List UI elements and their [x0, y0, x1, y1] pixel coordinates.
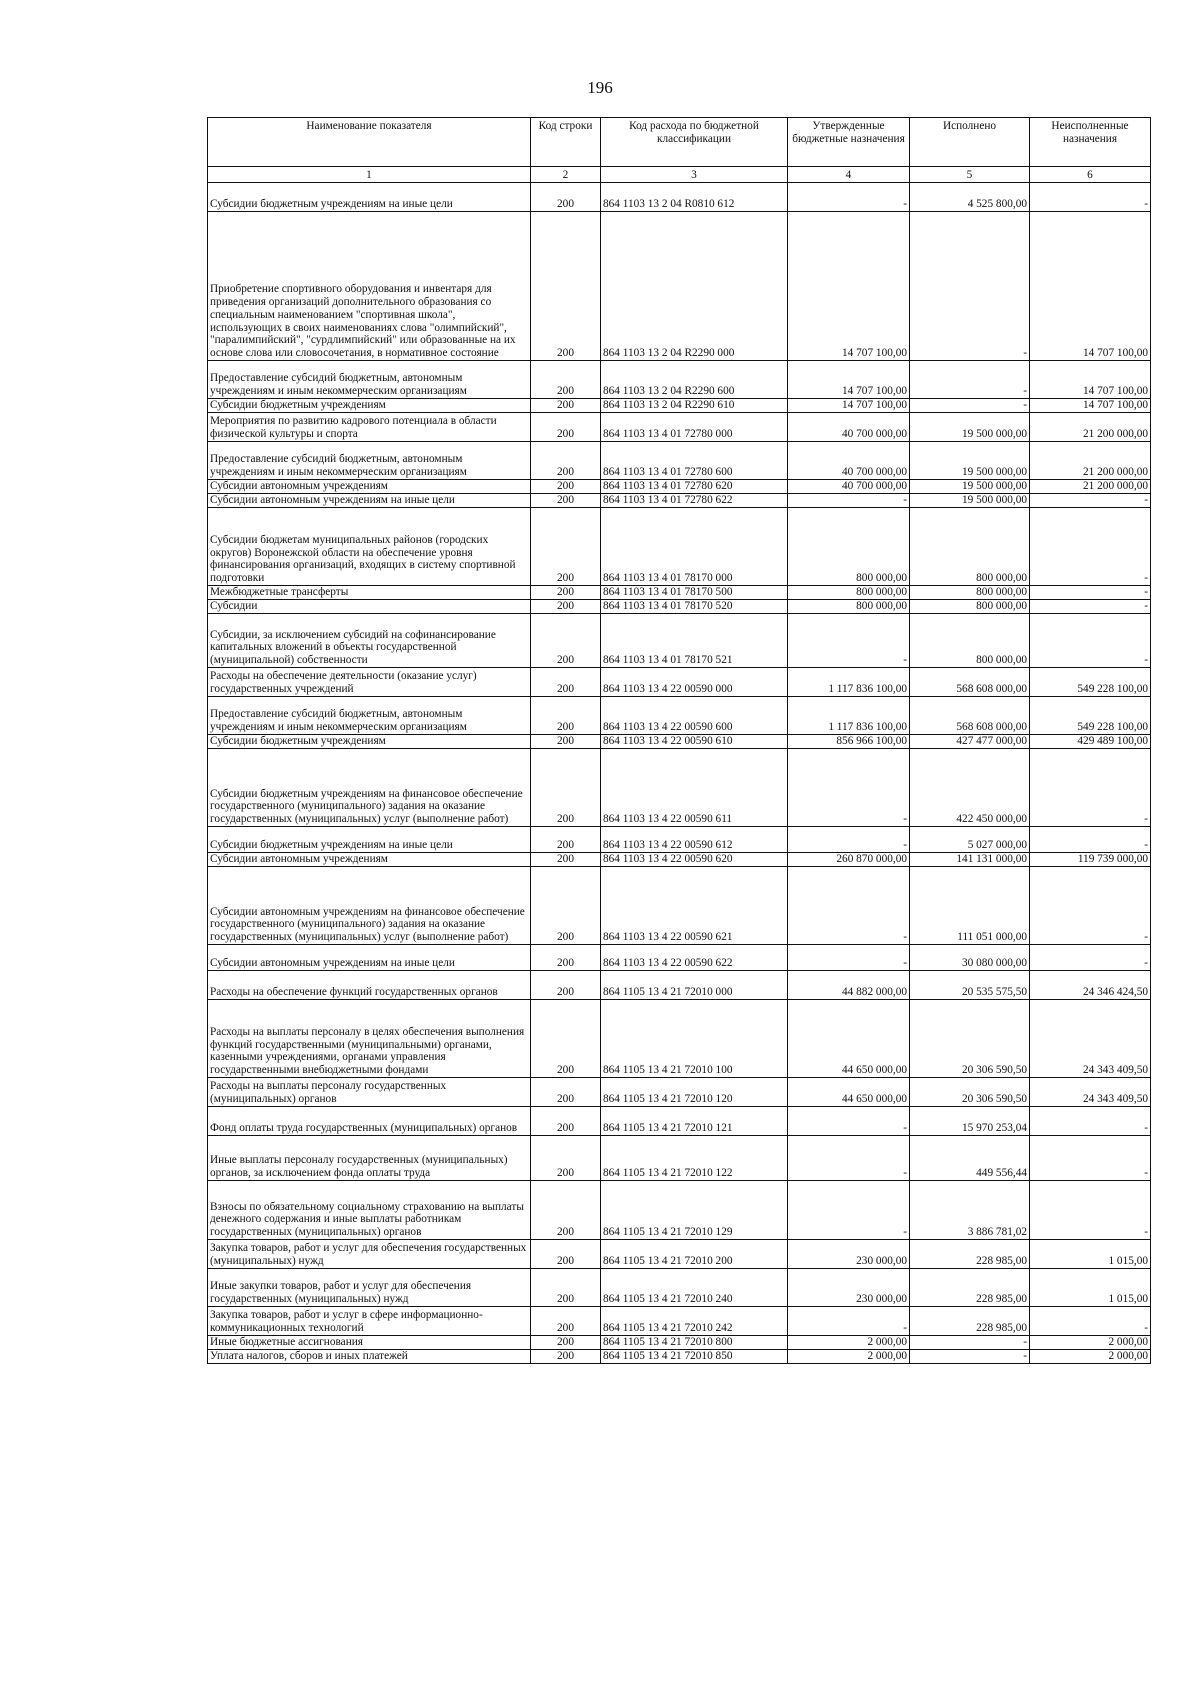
row-unexecuted: 119 739 000,00 — [1030, 853, 1151, 867]
row-expense-code: 864 1103 13 2 04 R0810 612 — [601, 183, 788, 212]
table-row — [208, 668, 1151, 697]
table-row — [208, 361, 1151, 399]
row-line-code: 200 — [531, 600, 601, 614]
column-number: 6 — [1030, 167, 1151, 183]
row-executed: - — [910, 1336, 1030, 1350]
table-row — [208, 1181, 1151, 1240]
row-expense-code: 864 1105 13 4 21 72010 800 — [601, 1336, 788, 1350]
row-approved: - — [788, 945, 910, 971]
row-executed: 5 027 000,00 — [910, 827, 1030, 853]
row-line-code: 200 — [531, 586, 601, 600]
row-executed: 228 985,00 — [910, 1240, 1030, 1269]
row-approved: 230 000,00 — [788, 1240, 910, 1269]
row-line-code: 200 — [531, 749, 601, 827]
row-approved: 800 000,00 — [788, 600, 910, 614]
row-unexecuted: - — [1030, 1107, 1151, 1136]
row-unexecuted: 2 000,00 — [1030, 1350, 1151, 1364]
row-expense-code: 864 1103 13 4 01 78170 000 — [601, 508, 788, 586]
row-unexecuted: - — [1030, 494, 1151, 508]
table-row — [208, 1350, 1151, 1364]
row-unexecuted: 429 489 100,00 — [1030, 735, 1151, 749]
row-name: Субсидии бюджетным учреждениям на иные цели — [208, 183, 531, 212]
page-number: 196 — [587, 78, 613, 97]
row-approved: 1 117 836 100,00 — [788, 697, 910, 735]
row-name: Приобретение спортивного оборудования и инвентаря для приведения организаций дополнительного образования со специальным наименованием "спортивная школа", использующих в своих наименованиях слова "олимпийский", "паралимпийский", "сурдлимпийский" или образованные на их основе слова или словосочетания, в нормативное состояние — [208, 212, 531, 361]
row-executed: 3 886 781,02 — [910, 1181, 1030, 1240]
row-executed: 427 477 000,00 — [910, 735, 1030, 749]
table-row — [208, 413, 1151, 442]
row-name: Мероприятия по развитию кадрового потенциала в области физической культуры и спорта — [208, 413, 531, 442]
table-row — [208, 183, 1151, 212]
row-executed: 228 985,00 — [910, 1269, 1030, 1307]
row-line-code: 200 — [531, 614, 601, 668]
row-unexecuted: 24 346 424,50 — [1030, 971, 1151, 1000]
row-line-code: 200 — [531, 442, 601, 480]
row-line-code: 200 — [531, 1269, 601, 1307]
row-unexecuted: - — [1030, 614, 1151, 668]
row-name: Субсидии автономным учреждениям — [208, 480, 531, 494]
row-line-code: 200 — [531, 1181, 601, 1240]
row-line-code: 200 — [531, 1350, 601, 1364]
row-approved: 40 700 000,00 — [788, 413, 910, 442]
row-approved: 14 707 100,00 — [788, 212, 910, 361]
row-expense-code: 864 1105 13 4 21 72010 850 — [601, 1350, 788, 1364]
row-name: Расходы на обеспечение функций государственных органов — [208, 971, 531, 1000]
row-line-code: 200 — [531, 827, 601, 853]
row-name: Субсидии бюджетным учреждениям на иные цели — [208, 827, 531, 853]
table-row — [208, 399, 1151, 413]
row-expense-code: 864 1103 13 4 01 78170 520 — [601, 600, 788, 614]
row-line-code: 200 — [531, 399, 601, 413]
row-expense-code: 864 1103 13 4 01 78170 500 — [601, 586, 788, 600]
row-executed: - — [910, 399, 1030, 413]
row-expense-code: 864 1103 13 4 22 00590 600 — [601, 697, 788, 735]
row-line-code: 200 — [531, 413, 601, 442]
row-executed: 800 000,00 — [910, 614, 1030, 668]
row-line-code: 200 — [531, 971, 601, 1000]
row-expense-code: 864 1105 13 4 21 72010 122 — [601, 1136, 788, 1181]
row-approved: - — [788, 1181, 910, 1240]
row-approved: 14 707 100,00 — [788, 361, 910, 399]
table-row — [208, 1136, 1151, 1181]
row-unexecuted: 14 707 100,00 — [1030, 361, 1151, 399]
row-unexecuted: 24 343 409,50 — [1030, 1000, 1151, 1078]
table-row — [208, 1269, 1151, 1307]
row-name: Предоставление субсидий бюджетным, автономным учреждениям и иным некоммерческим организациям — [208, 697, 531, 735]
row-approved: - — [788, 614, 910, 668]
table-row — [208, 212, 1151, 361]
row-unexecuted: - — [1030, 1181, 1151, 1240]
row-name: Межбюджетные трансферты — [208, 586, 531, 600]
row-executed: 800 000,00 — [910, 600, 1030, 614]
row-approved: 40 700 000,00 — [788, 442, 910, 480]
row-name: Расходы на обеспечение деятельности (оказание услуг) государственных учреждений — [208, 668, 531, 697]
row-unexecuted: - — [1030, 827, 1151, 853]
row-line-code: 200 — [531, 480, 601, 494]
row-line-code: 200 — [531, 853, 601, 867]
row-unexecuted: 14 707 100,00 — [1030, 399, 1151, 413]
row-expense-code: 864 1103 13 4 22 00590 620 — [601, 853, 788, 867]
row-approved: 2 000,00 — [788, 1336, 910, 1350]
row-name: Субсидии, за исключением субсидий на софинансирование капитальных вложений в объекты государственной (муниципальной) собственности — [208, 614, 531, 668]
row-executed: 19 500 000,00 — [910, 413, 1030, 442]
row-expense-code: 864 1105 13 4 21 72010 000 — [601, 971, 788, 1000]
row-executed: 449 556,44 — [910, 1136, 1030, 1181]
row-expense-code: 864 1103 13 4 22 00590 612 — [601, 827, 788, 853]
row-approved: - — [788, 1136, 910, 1181]
row-name: Субсидии бюджетам муниципальных районов (городских округов) Воронежской области на обеспечение уровня финансирования организаций, входящих в систему спортивной подготовки — [208, 508, 531, 586]
row-unexecuted: - — [1030, 183, 1151, 212]
row-executed: 19 500 000,00 — [910, 494, 1030, 508]
row-executed: 141 131 000,00 — [910, 853, 1030, 867]
table-row — [208, 971, 1151, 1000]
row-line-code: 200 — [531, 1307, 601, 1336]
table-row — [208, 508, 1151, 586]
row-line-code: 200 — [531, 508, 601, 586]
table-row — [208, 1078, 1151, 1107]
row-unexecuted: 1 015,00 — [1030, 1269, 1151, 1307]
row-unexecuted: 21 200 000,00 — [1030, 480, 1151, 494]
row-name: Субсидии бюджетным учреждениям — [208, 399, 531, 413]
table-row — [208, 442, 1151, 480]
budget-execution-table — [207, 117, 1151, 1364]
column-number: 5 — [910, 167, 1030, 183]
column-number-row — [208, 167, 1151, 183]
row-approved: 1 117 836 100,00 — [788, 668, 910, 697]
row-unexecuted: - — [1030, 508, 1151, 586]
table-row — [208, 1107, 1151, 1136]
row-unexecuted: 21 200 000,00 — [1030, 413, 1151, 442]
row-executed: 568 608 000,00 — [910, 668, 1030, 697]
row-line-code: 200 — [531, 867, 601, 945]
row-unexecuted: 24 343 409,50 — [1030, 1078, 1151, 1107]
row-line-code: 200 — [531, 1107, 601, 1136]
row-unexecuted: 549 228 100,00 — [1030, 697, 1151, 735]
table-row — [208, 1307, 1151, 1336]
row-name: Субсидии автономным учреждениям на финансовое обеспечение государственного (муниципального) задания на оказание государственных (муниципальных) услуг (выполнение работ) — [208, 867, 531, 945]
row-name: Субсидии автономным учреждениям на иные цели — [208, 494, 531, 508]
table-row — [208, 480, 1151, 494]
row-executed: 20 306 590,50 — [910, 1000, 1030, 1078]
row-approved: - — [788, 1107, 910, 1136]
row-expense-code: 864 1105 13 4 21 72010 121 — [601, 1107, 788, 1136]
row-unexecuted: 1 015,00 — [1030, 1240, 1151, 1269]
row-name: Предоставление субсидий бюджетным, автономным учреждениям и иным некоммерческим организациям — [208, 361, 531, 399]
row-executed: 111 051 000,00 — [910, 867, 1030, 945]
row-approved: - — [788, 494, 910, 508]
table-row — [208, 494, 1151, 508]
row-expense-code: 864 1103 13 4 22 00590 610 — [601, 735, 788, 749]
row-expense-code: 864 1105 13 4 21 72010 240 — [601, 1269, 788, 1307]
row-name: Иные закупки товаров, работ и услуг для обеспечения государственных (муниципальных) нужд — [208, 1269, 531, 1307]
row-name: Расходы на выплаты персоналу в целях обеспечения выполнения функций государственными (муниципальными) органами, казенными учреждениями, органами управления государственными внебюджетными фондами — [208, 1000, 531, 1078]
row-name: Взносы по обязательному социальному страхованию на выплаты денежного содержания и иные выплаты работникам государственных (муниципальных) органов — [208, 1181, 531, 1240]
column-number: 1 — [208, 167, 531, 183]
header-line-code: Код строки — [531, 118, 601, 167]
row-expense-code: 864 1103 13 4 22 00590 611 — [601, 749, 788, 827]
row-approved: 44 650 000,00 — [788, 1000, 910, 1078]
row-executed: 4 525 800,00 — [910, 183, 1030, 212]
row-unexecuted: 21 200 000,00 — [1030, 442, 1151, 480]
row-executed: - — [910, 212, 1030, 361]
table-body — [208, 183, 1151, 1364]
row-line-code: 200 — [531, 735, 601, 749]
table-row — [208, 1000, 1151, 1078]
header-approved: Утвержденные бюджетные назначения — [788, 118, 910, 167]
row-line-code: 200 — [531, 697, 601, 735]
row-executed: 568 608 000,00 — [910, 697, 1030, 735]
row-line-code: 200 — [531, 668, 601, 697]
row-line-code: 200 — [531, 1136, 601, 1181]
table-row — [208, 853, 1151, 867]
table-row — [208, 614, 1151, 668]
row-name: Субсидии бюджетным учреждениям на финансовое обеспечение государственного (муниципального) задания на оказание государственных (муниципальных) услуг (выполнение работ) — [208, 749, 531, 827]
row-unexecuted: - — [1030, 1307, 1151, 1336]
row-name: Субсидии автономным учреждениям — [208, 853, 531, 867]
row-name: Субсидии бюджетным учреждениям — [208, 735, 531, 749]
row-approved: 800 000,00 — [788, 508, 910, 586]
row-approved: 260 870 000,00 — [788, 853, 910, 867]
row-name: Закупка товаров, работ и услуг для обеспечения государственных (муниципальных) нужд — [208, 1240, 531, 1269]
row-expense-code: 864 1103 13 4 01 72780 000 — [601, 413, 788, 442]
row-approved: 856 966 100,00 — [788, 735, 910, 749]
table-row — [208, 1336, 1151, 1350]
header-row — [208, 118, 1151, 167]
row-expense-code: 864 1103 13 2 04 R2290 610 — [601, 399, 788, 413]
row-executed: 15 970 253,04 — [910, 1107, 1030, 1136]
row-name: Фонд оплаты труда государственных (муниципальных) органов — [208, 1107, 531, 1136]
row-approved: 40 700 000,00 — [788, 480, 910, 494]
row-expense-code: 864 1103 13 4 01 72780 600 — [601, 442, 788, 480]
row-approved: 44 650 000,00 — [788, 1078, 910, 1107]
row-approved: 2 000,00 — [788, 1350, 910, 1364]
row-unexecuted: 14 707 100,00 — [1030, 212, 1151, 361]
header-expense-code: Код расхода по бюджетной классификации — [601, 118, 788, 167]
row-expense-code: 864 1105 13 4 21 72010 200 — [601, 1240, 788, 1269]
row-line-code: 200 — [531, 1240, 601, 1269]
table-row — [208, 697, 1151, 735]
row-executed: 20 306 590,50 — [910, 1078, 1030, 1107]
row-line-code: 200 — [531, 212, 601, 361]
row-expense-code: 864 1105 13 4 21 72010 242 — [601, 1307, 788, 1336]
row-line-code: 200 — [531, 183, 601, 212]
row-expense-code: 864 1105 13 4 21 72010 129 — [601, 1181, 788, 1240]
row-expense-code: 864 1105 13 4 21 72010 120 — [601, 1078, 788, 1107]
header-executed: Исполнено — [910, 118, 1030, 167]
table-row — [208, 749, 1151, 827]
row-approved: 44 882 000,00 — [788, 971, 910, 1000]
row-approved: - — [788, 749, 910, 827]
row-expense-code: 864 1105 13 4 21 72010 100 — [601, 1000, 788, 1078]
row-executed: 800 000,00 — [910, 508, 1030, 586]
row-expense-code: 864 1103 13 4 01 78170 521 — [601, 614, 788, 668]
row-line-code: 200 — [531, 494, 601, 508]
table-row — [208, 586, 1151, 600]
row-executed: 19 500 000,00 — [910, 442, 1030, 480]
row-expense-code: 864 1103 13 2 04 R2290 000 — [601, 212, 788, 361]
row-name: Расходы на выплаты персоналу государственных (муниципальных) органов — [208, 1078, 531, 1107]
row-approved: 230 000,00 — [788, 1269, 910, 1307]
row-name: Иные бюджетные ассигнования — [208, 1336, 531, 1350]
row-approved: 14 707 100,00 — [788, 399, 910, 413]
table-row — [208, 867, 1151, 945]
table-row — [208, 827, 1151, 853]
table-row — [208, 1240, 1151, 1269]
row-line-code: 200 — [531, 1078, 601, 1107]
header-unexecuted: Неисполненные назначения — [1030, 118, 1151, 167]
row-expense-code: 864 1103 13 4 22 00590 621 — [601, 867, 788, 945]
row-unexecuted: - — [1030, 586, 1151, 600]
row-executed: 228 985,00 — [910, 1307, 1030, 1336]
row-expense-code: 864 1103 13 4 01 72780 622 — [601, 494, 788, 508]
column-number: 4 — [788, 167, 910, 183]
table-row — [208, 600, 1151, 614]
row-expense-code: 864 1103 13 4 22 00590 622 — [601, 945, 788, 971]
row-executed: 422 450 000,00 — [910, 749, 1030, 827]
table-row — [208, 735, 1151, 749]
row-name: Предоставление субсидий бюджетным, автономным учреждениям и иным некоммерческим организациям — [208, 442, 531, 480]
header-name: Наименование показателя — [208, 118, 531, 167]
row-expense-code: 864 1103 13 2 04 R2290 600 — [601, 361, 788, 399]
row-expense-code: 864 1103 13 4 22 00590 000 — [601, 668, 788, 697]
row-unexecuted: - — [1030, 945, 1151, 971]
row-executed: - — [910, 1350, 1030, 1364]
row-unexecuted: - — [1030, 867, 1151, 945]
row-executed: - — [910, 361, 1030, 399]
row-name: Субсидии — [208, 600, 531, 614]
row-line-code: 200 — [531, 1000, 601, 1078]
table-row — [208, 945, 1151, 971]
column-number: 3 — [601, 167, 788, 183]
row-expense-code: 864 1103 13 4 01 72780 620 — [601, 480, 788, 494]
row-unexecuted: - — [1030, 600, 1151, 614]
row-approved: - — [788, 827, 910, 853]
row-executed: 20 535 575,50 — [910, 971, 1030, 1000]
row-name: Иные выплаты персоналу государственных (муниципальных) органов, за исключением фонда оплаты труда — [208, 1136, 531, 1181]
row-unexecuted: 549 228 100,00 — [1030, 668, 1151, 697]
row-unexecuted: - — [1030, 1136, 1151, 1181]
row-name: Субсидии автономным учреждениям на иные цели — [208, 945, 531, 971]
row-executed: 30 080 000,00 — [910, 945, 1030, 971]
row-executed: 800 000,00 — [910, 586, 1030, 600]
row-unexecuted: - — [1030, 749, 1151, 827]
row-line-code: 200 — [531, 1336, 601, 1350]
row-line-code: 200 — [531, 945, 601, 971]
row-approved: - — [788, 1307, 910, 1336]
row-line-code: 200 — [531, 361, 601, 399]
row-approved: - — [788, 867, 910, 945]
row-approved: 800 000,00 — [788, 586, 910, 600]
row-executed: 19 500 000,00 — [910, 480, 1030, 494]
row-approved: - — [788, 183, 910, 212]
row-name: Уплата налогов, сборов и иных платежей — [208, 1350, 531, 1364]
column-number: 2 — [531, 167, 601, 183]
row-unexecuted: 2 000,00 — [1030, 1336, 1151, 1350]
row-name: Закупка товаров, работ и услуг в сфере информационно-коммуникационных технологий — [208, 1307, 531, 1336]
